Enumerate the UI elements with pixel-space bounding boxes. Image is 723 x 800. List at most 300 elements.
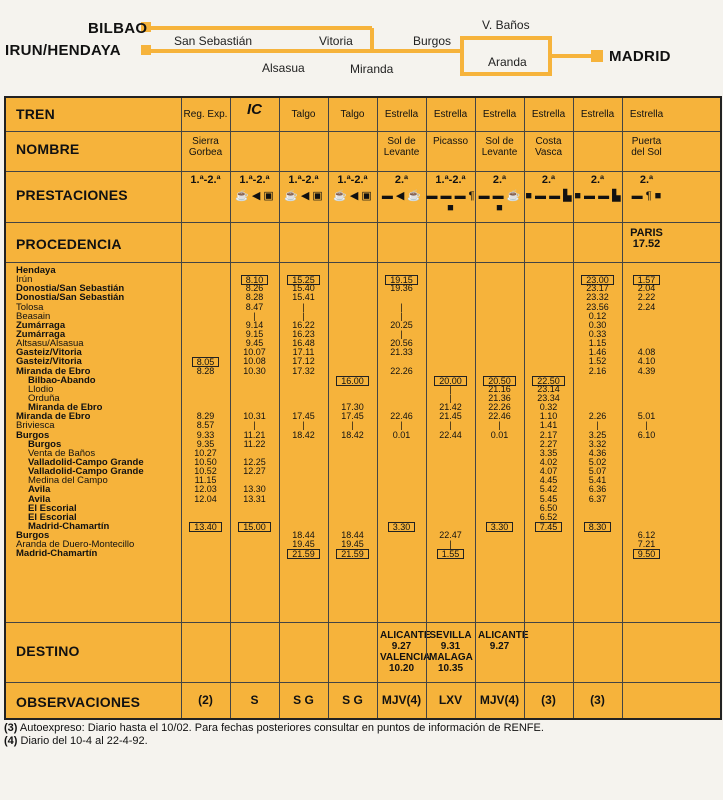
time-cell: 15.00 bbox=[230, 522, 279, 531]
services-icons: ☕ ◀ ▣ bbox=[284, 190, 323, 202]
train-type: Talgo bbox=[291, 109, 316, 120]
time-cell bbox=[328, 284, 377, 293]
time-cell bbox=[377, 476, 426, 485]
services-icons: ▬ ▬ ☕ ■ bbox=[478, 190, 521, 214]
time-cell: 17.32 bbox=[292, 365, 315, 376]
time-cell bbox=[622, 440, 671, 449]
time-cell: | bbox=[645, 420, 648, 431]
station-name: Hendaya bbox=[16, 265, 56, 276]
time-cell: 22.50 bbox=[524, 376, 573, 385]
train-type: Estrella bbox=[384, 109, 419, 120]
map-stop: Burgos bbox=[413, 34, 452, 48]
time-cell bbox=[475, 293, 524, 302]
station-name: Zumárraga bbox=[16, 319, 66, 331]
station-name: Orduña bbox=[28, 392, 60, 404]
time-cell bbox=[426, 275, 475, 284]
time-cell: 3.30 bbox=[377, 522, 426, 531]
time-cell bbox=[181, 531, 230, 540]
time-cell: 1.57 bbox=[622, 275, 671, 284]
time-cell: 1.15 bbox=[588, 338, 607, 349]
time-cell bbox=[524, 339, 573, 348]
time-cell: 2.24 bbox=[637, 301, 656, 312]
observation: S G bbox=[293, 693, 314, 707]
time-cell bbox=[426, 284, 475, 293]
time-cell bbox=[475, 549, 524, 558]
time-cell bbox=[573, 376, 622, 385]
time-cell bbox=[181, 394, 230, 403]
time-cell bbox=[181, 303, 230, 312]
time-cell: 9.45 bbox=[245, 338, 264, 349]
time-cell: 10.08 bbox=[243, 356, 266, 367]
time-cell: 5.45 bbox=[539, 493, 558, 504]
station-name: Miranda de Ebro bbox=[28, 402, 103, 414]
time-cell: 10.30 bbox=[243, 365, 266, 376]
time-cell: 1.52 bbox=[588, 356, 607, 367]
time-cell: 0.30 bbox=[588, 319, 607, 330]
time-cell bbox=[622, 513, 671, 522]
time-cell: 17.11 bbox=[292, 347, 315, 358]
time-cell bbox=[622, 321, 671, 330]
time-cell bbox=[377, 458, 426, 467]
time-cell: 4.36 bbox=[588, 447, 607, 458]
time-cell: | bbox=[449, 392, 452, 403]
train-type: Estrella bbox=[482, 109, 517, 120]
time-cell: | bbox=[400, 328, 403, 339]
time-cell bbox=[230, 385, 279, 394]
map-stop: V. Baños bbox=[482, 18, 530, 32]
time-cell: 1.55 bbox=[426, 549, 475, 558]
time-cell: | bbox=[302, 420, 305, 431]
route-map bbox=[0, 0, 723, 88]
time-column bbox=[328, 266, 377, 559]
train-class: 2.ª bbox=[590, 174, 605, 186]
station-name: Tolosa bbox=[16, 301, 44, 313]
time-cell: 16.22 bbox=[292, 319, 315, 330]
time-cell: 8.28 bbox=[196, 365, 215, 376]
time-cell bbox=[230, 513, 279, 522]
train-name: Costa Vasca bbox=[534, 136, 563, 158]
time-cell: 17.45 bbox=[341, 411, 364, 422]
time-cell bbox=[426, 266, 475, 275]
time-cell bbox=[377, 266, 426, 275]
time-cell bbox=[475, 467, 524, 476]
train-class: 2.ª bbox=[394, 174, 409, 186]
time-cell: 8.10 bbox=[230, 275, 279, 284]
time-cell: 9.14 bbox=[245, 319, 264, 330]
time-cell: | bbox=[253, 310, 256, 321]
time-cell bbox=[377, 467, 426, 476]
time-cell: 2.17 bbox=[539, 429, 558, 440]
station-name: Burgos bbox=[16, 429, 50, 441]
time-cell bbox=[475, 531, 524, 540]
time-cell bbox=[426, 339, 475, 348]
time-cell: 8.29 bbox=[196, 411, 215, 422]
time-cell bbox=[181, 513, 230, 522]
time-cell: 4.10 bbox=[637, 356, 656, 367]
time-column bbox=[426, 266, 475, 559]
time-cell bbox=[377, 549, 426, 558]
time-cell bbox=[328, 348, 377, 357]
time-cell: 4.02 bbox=[539, 456, 558, 467]
time-cell: 4.07 bbox=[539, 466, 558, 477]
time-cell: 17.30 bbox=[341, 402, 364, 413]
time-cell: 12.04 bbox=[194, 493, 217, 504]
map-stop: Miranda bbox=[350, 62, 394, 76]
time-cell bbox=[475, 485, 524, 494]
time-cell: 13.31 bbox=[243, 493, 266, 504]
time-cell bbox=[279, 467, 328, 476]
time-cell: 9.35 bbox=[196, 438, 215, 449]
time-cell: 22.46 bbox=[488, 411, 511, 422]
station-name: Valladolid-Campo Grande bbox=[28, 456, 144, 468]
observation: (3) bbox=[590, 693, 605, 707]
time-cell: 0.12 bbox=[588, 310, 607, 321]
station-name: Madrid-Chamartín bbox=[28, 520, 110, 532]
time-cell bbox=[377, 531, 426, 540]
time-cell: 19.15 bbox=[377, 275, 426, 284]
time-cell bbox=[475, 495, 524, 504]
time-cell bbox=[328, 293, 377, 302]
time-cell: 18.44 bbox=[292, 530, 315, 541]
train-type: Estrella bbox=[629, 109, 664, 120]
destination: ALICANTE 9.27 bbox=[478, 630, 529, 652]
intercity-logo-icon: IC bbox=[247, 101, 262, 118]
map-from1: BILBAO bbox=[88, 20, 148, 37]
station-name: Zumárraga bbox=[16, 328, 66, 340]
time-cell: 9.33 bbox=[196, 429, 215, 440]
time-cell: 2.22 bbox=[637, 292, 656, 303]
time-cell: 23.00 bbox=[573, 275, 622, 284]
time-cell bbox=[426, 467, 475, 476]
time-cell: | bbox=[400, 301, 403, 312]
time-cell bbox=[328, 367, 377, 376]
time-cell: 6.10 bbox=[637, 429, 656, 440]
time-cell bbox=[475, 540, 524, 549]
time-cell bbox=[328, 312, 377, 321]
time-cell: 4.39 bbox=[637, 365, 656, 376]
time-cell bbox=[279, 485, 328, 494]
time-cell bbox=[328, 504, 377, 513]
time-cell bbox=[230, 376, 279, 385]
time-cell bbox=[328, 321, 377, 330]
station-name: Miranda de Ebro bbox=[16, 365, 91, 377]
time-cell bbox=[426, 293, 475, 302]
footnotes bbox=[4, 722, 544, 748]
time-cell: 17.12 bbox=[292, 356, 315, 367]
map-stop: San Sebastián bbox=[174, 34, 253, 48]
time-cell bbox=[230, 540, 279, 549]
time-cell bbox=[181, 293, 230, 302]
time-cell: 13.40 bbox=[181, 522, 230, 531]
services-icons: ☕ ◀ ▣ bbox=[235, 190, 274, 202]
time-cell bbox=[622, 449, 671, 458]
station-name: Burgos bbox=[16, 530, 50, 542]
time-cell: 21.33 bbox=[390, 347, 413, 358]
header-procedencia: PROCEDENCIA bbox=[16, 236, 122, 252]
time-cell bbox=[426, 348, 475, 357]
time-cell: 19.36 bbox=[390, 283, 413, 294]
time-cell: 15.25 bbox=[279, 275, 328, 284]
time-cell: 8.30 bbox=[573, 522, 622, 531]
time-cell: 2.16 bbox=[588, 365, 607, 376]
map-to: MADRID bbox=[609, 48, 671, 65]
time-cell: 11.15 bbox=[194, 475, 217, 486]
time-cell: 15.40 bbox=[292, 283, 315, 294]
time-cell: 10.52 bbox=[194, 466, 217, 477]
time-cell bbox=[622, 376, 671, 385]
time-column bbox=[181, 266, 230, 559]
train-name: Sol de Levante bbox=[481, 136, 518, 158]
time-cell: 2.27 bbox=[539, 438, 558, 449]
time-cell bbox=[573, 540, 622, 549]
time-cell: | bbox=[400, 420, 403, 431]
station-name: Briviesca bbox=[16, 420, 55, 432]
time-cell: 21.36 bbox=[488, 392, 511, 403]
time-cell bbox=[279, 504, 328, 513]
time-cell bbox=[279, 458, 328, 467]
time-cell: 18.42 bbox=[341, 429, 364, 440]
time-cell bbox=[426, 476, 475, 485]
station-name: Gasteiz/Vitoria bbox=[16, 347, 82, 359]
time-cell bbox=[426, 312, 475, 321]
time-cell bbox=[279, 394, 328, 403]
observation: S bbox=[250, 693, 259, 707]
time-cell bbox=[475, 275, 524, 284]
map-stop: Aranda bbox=[488, 55, 527, 69]
time-cell bbox=[279, 266, 328, 275]
train-class: 2.ª bbox=[492, 174, 507, 186]
time-cell bbox=[475, 266, 524, 275]
time-cell: 0.32 bbox=[539, 402, 558, 413]
time-cell bbox=[426, 440, 475, 449]
time-cell: 16.48 bbox=[292, 338, 315, 349]
station-name: Valladolid-Campo Grande bbox=[28, 466, 144, 478]
time-cell: 20.00 bbox=[426, 376, 475, 385]
time-cell bbox=[426, 458, 475, 467]
time-cell: 23.34 bbox=[537, 392, 560, 403]
time-cell bbox=[524, 540, 573, 549]
time-cell: 0.01 bbox=[490, 429, 509, 440]
time-cell: 9.50 bbox=[622, 549, 671, 558]
time-cell bbox=[524, 266, 573, 275]
time-cell: 21.45 bbox=[439, 411, 462, 422]
time-cell bbox=[181, 321, 230, 330]
time-cell bbox=[622, 385, 671, 394]
time-cell bbox=[230, 504, 279, 513]
services-icons: ▬ ◀ ☕ bbox=[381, 190, 422, 202]
station-name: Gasteiz/Vitoria bbox=[16, 356, 82, 368]
map-stop: Vitoria bbox=[319, 34, 353, 48]
time-cell bbox=[230, 394, 279, 403]
time-cell: | bbox=[498, 420, 501, 431]
time-cell bbox=[181, 339, 230, 348]
time-cell: 6.52 bbox=[539, 511, 558, 522]
observation: MJV(4) bbox=[381, 693, 422, 707]
station-name: Miranda de Ebro bbox=[16, 411, 91, 423]
time-cell bbox=[475, 321, 524, 330]
time-cell bbox=[524, 275, 573, 284]
time-cell bbox=[279, 376, 328, 385]
map-from2: IRUN/HENDAYA bbox=[5, 42, 121, 59]
time-cell: 5.02 bbox=[588, 456, 607, 467]
time-cell: | bbox=[449, 539, 452, 550]
time-cell: 11.22 bbox=[243, 438, 266, 449]
time-cell: | bbox=[400, 310, 403, 321]
time-cell: 20.25 bbox=[390, 319, 413, 330]
time-cell: 8.28 bbox=[245, 292, 264, 303]
time-cell: 12.03 bbox=[194, 484, 217, 495]
map-stop: Alsasua bbox=[262, 61, 305, 75]
time-cell bbox=[475, 476, 524, 485]
time-cell bbox=[426, 485, 475, 494]
time-cell bbox=[181, 348, 230, 357]
time-cell bbox=[328, 303, 377, 312]
time-cell bbox=[328, 357, 377, 366]
time-cell: 12.25 bbox=[243, 456, 266, 467]
time-cell bbox=[279, 449, 328, 458]
time-cell bbox=[426, 495, 475, 504]
train-class: 2.ª bbox=[639, 174, 654, 186]
time-cell bbox=[524, 330, 573, 339]
header-nombre: NOMBRE bbox=[16, 141, 80, 157]
station-name: Avila bbox=[28, 493, 51, 505]
train-class: 1.ª-2.ª bbox=[288, 174, 319, 186]
train-type: Reg. Exp. bbox=[183, 109, 228, 120]
time-cell: 1.46 bbox=[588, 347, 607, 358]
time-cell: | bbox=[302, 301, 305, 312]
time-cell bbox=[622, 330, 671, 339]
time-cell bbox=[622, 476, 671, 485]
time-cell: | bbox=[449, 383, 452, 394]
services-icons: ▬ ▬ ▬ ¶ ■ bbox=[426, 190, 475, 214]
time-cell bbox=[181, 275, 230, 284]
train-class: 1.ª-2.ª bbox=[435, 174, 466, 186]
station-name: Bilbao-Abando bbox=[28, 374, 96, 386]
header-destino: DESTINO bbox=[16, 643, 80, 659]
time-cell bbox=[279, 476, 328, 485]
time-cell: 23.14 bbox=[537, 383, 560, 394]
time-cell bbox=[181, 504, 230, 513]
time-cell: | bbox=[351, 420, 354, 431]
time-cell: 18.44 bbox=[341, 530, 364, 541]
time-column bbox=[279, 266, 328, 559]
time-cell bbox=[328, 476, 377, 485]
time-cell: | bbox=[253, 420, 256, 431]
station-name: Donostia/San Sebastián bbox=[16, 292, 125, 304]
time-cell: 3.30 bbox=[475, 522, 524, 531]
time-cell: 13.30 bbox=[243, 484, 266, 495]
time-cell bbox=[426, 449, 475, 458]
time-cell bbox=[524, 357, 573, 366]
time-cell: 5.42 bbox=[539, 484, 558, 495]
time-column bbox=[230, 266, 279, 559]
time-cell bbox=[475, 330, 524, 339]
time-cell bbox=[475, 284, 524, 293]
time-cell bbox=[377, 385, 426, 394]
time-cell bbox=[181, 266, 230, 275]
time-cell: 6.37 bbox=[588, 493, 607, 504]
time-cell bbox=[279, 495, 328, 504]
time-cell bbox=[328, 440, 377, 449]
time-cell bbox=[622, 266, 671, 275]
time-cell bbox=[377, 513, 426, 522]
time-cell: 2.26 bbox=[588, 411, 607, 422]
time-cell: 8.57 bbox=[196, 420, 215, 431]
time-cell: 12.27 bbox=[243, 466, 266, 477]
time-cell: 11.21 bbox=[243, 429, 266, 440]
time-cell: 21.16 bbox=[488, 383, 511, 394]
time-cell: 20.50 bbox=[475, 376, 524, 385]
time-cell bbox=[181, 312, 230, 321]
time-cell: 1.10 bbox=[539, 411, 558, 422]
timetable bbox=[4, 96, 722, 720]
time-cell: 20.56 bbox=[390, 338, 413, 349]
time-cell: 9.15 bbox=[245, 328, 264, 339]
footnote: (3) Autoexpreso: Diario hasta el 10/02. Para fechas posteriores consultar en puntos de información de RENFE. bbox=[4, 722, 544, 734]
time-cell: 10.27 bbox=[194, 447, 217, 458]
time-cell bbox=[181, 540, 230, 549]
time-cell bbox=[573, 513, 622, 522]
services-icons: ▬ ¶ ■ bbox=[631, 190, 662, 202]
station-name: Avila bbox=[28, 484, 51, 496]
time-cell: 23.56 bbox=[586, 301, 609, 312]
time-cell: 1.41 bbox=[539, 420, 558, 431]
observation: S G bbox=[342, 693, 363, 707]
time-cell: 8.26 bbox=[245, 283, 264, 294]
station-name: Burgos bbox=[28, 438, 62, 450]
time-cell: 4.45 bbox=[539, 475, 558, 486]
time-cell bbox=[328, 467, 377, 476]
train-class: 1.ª-2.ª bbox=[239, 174, 270, 186]
time-cell: | bbox=[596, 420, 599, 431]
time-cell: 4.08 bbox=[637, 347, 656, 358]
train-class: 1.ª-2.ª bbox=[190, 174, 221, 186]
time-cell: 17.45 bbox=[292, 411, 315, 422]
time-cell bbox=[524, 321, 573, 330]
time-cell: 3.32 bbox=[588, 438, 607, 449]
time-column bbox=[524, 266, 573, 559]
time-cell: 19.45 bbox=[341, 539, 364, 550]
time-cell bbox=[475, 339, 524, 348]
time-cell: 15.41 bbox=[292, 292, 315, 303]
time-cell: 0.33 bbox=[588, 328, 607, 339]
time-cell bbox=[181, 549, 230, 558]
station-name: Llodio bbox=[28, 383, 54, 395]
time-cell bbox=[426, 504, 475, 513]
header-tren: TREN bbox=[16, 106, 55, 122]
station-name: Medina del Campo bbox=[28, 475, 108, 487]
time-cell: 6.36 bbox=[588, 484, 607, 495]
destination: SEVILLA 9.31 MALAGA 10.35 bbox=[429, 630, 473, 674]
time-cell bbox=[328, 449, 377, 458]
time-cell: 21.42 bbox=[439, 402, 462, 413]
time-cell bbox=[524, 284, 573, 293]
time-cell bbox=[328, 495, 377, 504]
time-cell bbox=[426, 367, 475, 376]
time-column bbox=[377, 266, 426, 559]
time-cell bbox=[573, 531, 622, 540]
time-cell bbox=[622, 312, 671, 321]
station-name: Venta de Baños bbox=[28, 447, 96, 459]
time-cell: 21.59 bbox=[328, 549, 377, 558]
time-cell bbox=[230, 531, 279, 540]
time-cell bbox=[573, 504, 622, 513]
time-cell bbox=[279, 440, 328, 449]
time-cell bbox=[622, 485, 671, 494]
train-class: 1.ª-2.ª bbox=[337, 174, 368, 186]
time-cell: 6.50 bbox=[539, 502, 558, 513]
time-cell bbox=[475, 303, 524, 312]
